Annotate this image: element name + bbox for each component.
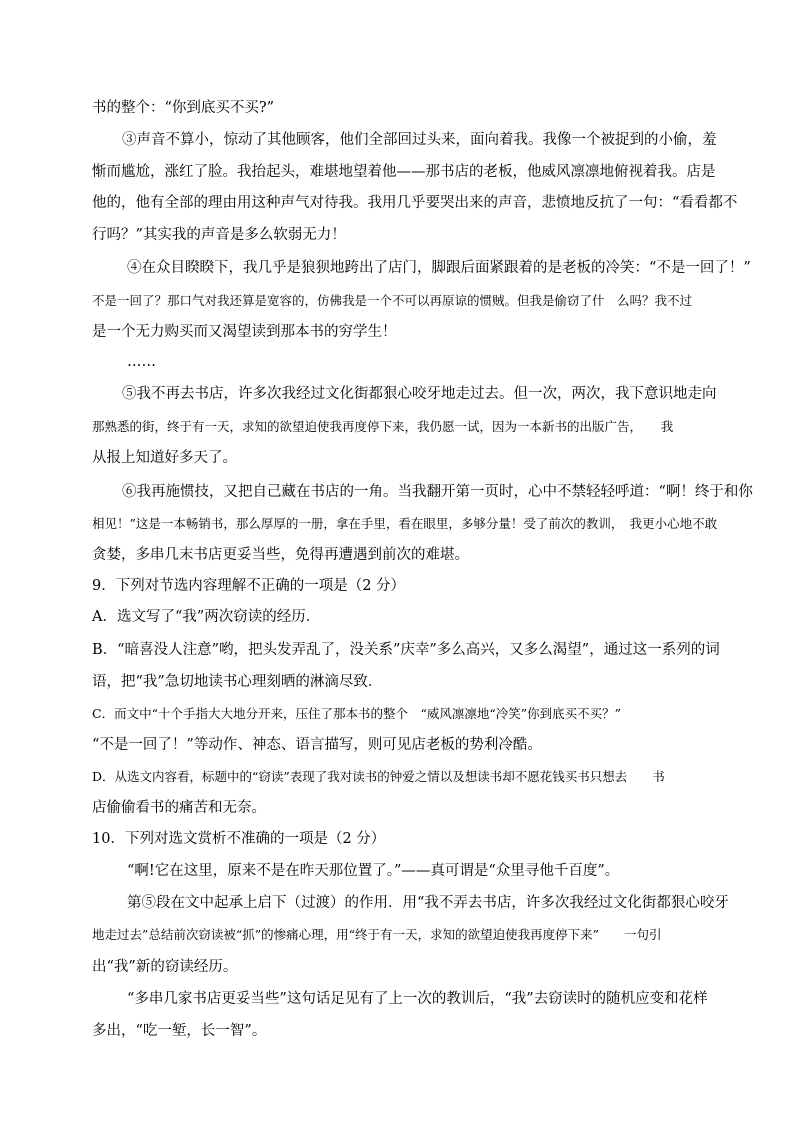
text-line: 从报上知道好多天了。 xyxy=(92,450,237,466)
question-9-title: 9．下列对节选内容理解不正确的一项是（2 分） xyxy=(92,578,406,594)
text-line: 多出，“吃一堑，长一智”。 xyxy=(92,1023,267,1039)
text-line: 那熟悉的街，终于有一天，求知的欲望迫使我再度停下来，我仍愿一试，因为一本新书的出版广告， 我 xyxy=(92,419,674,434)
text-line: 是一个无力购买而又渴望读到那本书的穷学生！ xyxy=(92,324,397,340)
paragraph-5-line: ⑤我不再去书店，许多次我经过文化街都狠心咬牙地走过去。但一次，两次，我下意识地走向 xyxy=(122,386,717,402)
option-d: D．从选文内容看，标题中的“窃读”表现了我对读书的钟爱之情以及想读书却不愿花钱买书只想去 书 xyxy=(92,769,665,784)
option-b: B．“暗喜没人注意”哟，把头发弄乱了，没关系”庆幸”多么高兴，又多么渴望”，通过这一系列的词 xyxy=(92,642,720,658)
q10-item-2: 第⑤段在文中起承上启下（过渡）的作用．用“我不弄去书店，许多次我经过文化街都狠心咬牙 xyxy=(127,895,729,911)
text-line: 出“我”新的窃读经历。 xyxy=(92,959,238,975)
q10-item-3: “多串几家书店更妥当些”这句话足见有了上一次的教训后，“我”去窃读时的随机应变和花样 xyxy=(127,991,708,1007)
text-line: 相见！”这是一本畅销书，那么厚厚的一册，拿在手里，看在眼里，多够分量！受了前次的教训， 我更小心地不敢 xyxy=(92,516,718,531)
paragraph-6-line: ⑥我再施惯技，又把自己藏在书店的一角。当我翻开第一页时，心中不禁轻轻呼道：“啊！终于和你 xyxy=(122,484,753,500)
option-d-cont: 店偷偷看书的痛苦和无奈。 xyxy=(92,800,266,816)
option-c: C．而文中“十个手指大大地分开来，压住了那本书的整个 “威风凛凛地“冷笑”你到底买不买？” xyxy=(92,706,622,721)
question-10-title: 10．下列对选文赏析不准确的一项是（2 分） xyxy=(92,831,386,847)
text-line: 行吗？”其实我的声音是多么软弱无力！ xyxy=(92,227,346,243)
text-line: 惭而尴尬，涨红了脸。我抬起头，难堪地望着他——那书店的老板，他威风凛凛地俯视着我。店是 xyxy=(92,164,716,180)
ellipsis-line: …… xyxy=(127,354,156,370)
option-c-cont: “不是一回了！”等动作、神态、语言描写，则可见店老板的势利冷酷。 xyxy=(92,737,542,753)
q10-item-1: “啊!它在这里，原来不是在昨天那位置了。”——真可谓是“众里寻他千百度”。 xyxy=(127,863,620,879)
text-line: 地走过去”总结前次窃读被“抓”的惨痛心理，用“终于有一天，求知的欲望迫使我再度停下来” 一句引 xyxy=(92,927,662,942)
text-line: 他的，他有全部的理由用这种声气对待我。我用几乎要哭出来的声音，悲愤地反抗了一句：“看看都不 xyxy=(92,195,738,211)
text-line: 贪婪，多串几末书店更妥当些，免得再遭遇到前次的难堪。 xyxy=(92,547,469,563)
text-line: 书的整个：“你到底买不买?” xyxy=(92,100,275,116)
option-a: A．选文写了“我”两次窃读的经历． xyxy=(92,609,321,625)
paragraph-3-line: ③声音不算小，惊动了其他顾客，他们全部回过头来，面向着我。我像一个被捉到的小偷，羞 xyxy=(122,132,717,148)
option-b-cont: 语，把“我”急切地读书心理刻晒的淋滴尽致． xyxy=(92,674,383,690)
text-line: 不是一回了？那口气对我还算是宽容的，仿佛我是一个不可以再原谅的惯贼。但我是偷窃了什 么吗？我不过 xyxy=(92,293,693,308)
paragraph-4-line: ④在众目睽睽下，我几乎是狼狈地跨出了店门，脚跟后面紧跟着的是老板的冷笑：“不是一回了！” xyxy=(127,260,751,276)
